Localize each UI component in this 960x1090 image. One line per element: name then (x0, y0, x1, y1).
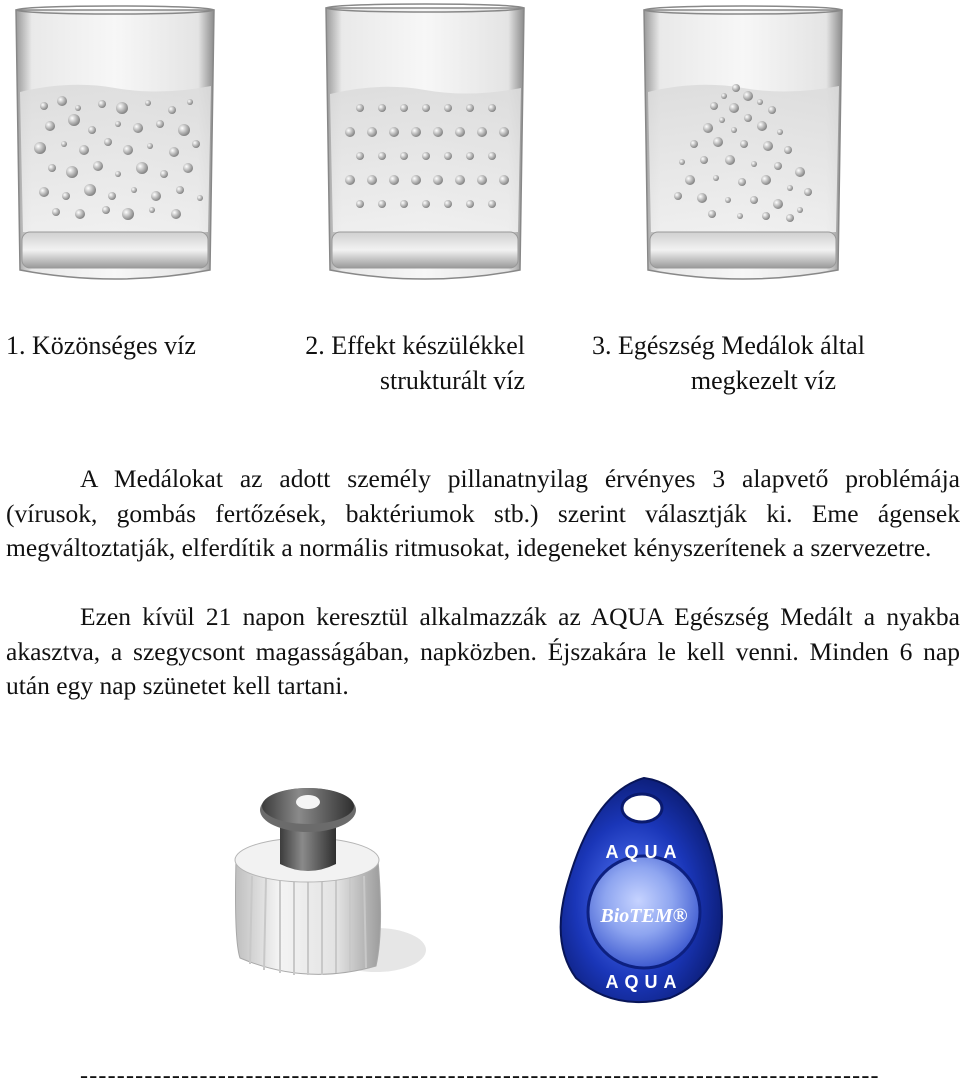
caption-2-line-2: strukturált víz (379, 366, 525, 395)
caption-treated-water (592, 328, 904, 398)
medal-top-text: AQUA (605, 842, 683, 862)
paragraph-medal-selection: A Medálokat az adott személy pillanatnyilag érvényes 3 alapvető problémája (vírusok, gombás fertőzések, baktériumok stb.) szerint választják ki. Eme ágensek megváltoztatják, elferdítik a normális ritmusokat, idegeneket kényszerítenek a szervezetre. (6, 464, 960, 562)
caption-structured-water (270, 328, 525, 398)
caption-ordinary-water (6, 328, 196, 363)
medal-logo-text: BioTEM® (600, 905, 688, 927)
bottle-cap-image (226, 780, 426, 990)
dashed-divider: --------------------------------------------------------------------------------------- (80, 1063, 880, 1089)
aqua-medal-image (554, 772, 734, 1012)
caption-2-line-1: 2. Effekt készülékkel (305, 331, 525, 360)
caption-1-text: 1. Közönséges víz (6, 331, 196, 360)
caption-3-line-1: 3. Egészség Medálok által (592, 331, 865, 360)
glass-structured-water (320, 0, 530, 292)
glass-treated-water (638, 0, 848, 292)
paragraph-medal-usage: Ezen kívül 21 napon keresztül alkalmazzák az AQUA Egészség Medált a nyakba akasztva, a szegycsont magasságában, napközben. Éjszakára le kell venni. Minden 6 nap után egy nap szünetet kell tartani. (6, 602, 960, 700)
medal-bottom-text: AQUA (605, 972, 683, 992)
glass-ordinary-water (10, 0, 220, 292)
caption-3-line-2: megkezelt víz (690, 366, 836, 395)
